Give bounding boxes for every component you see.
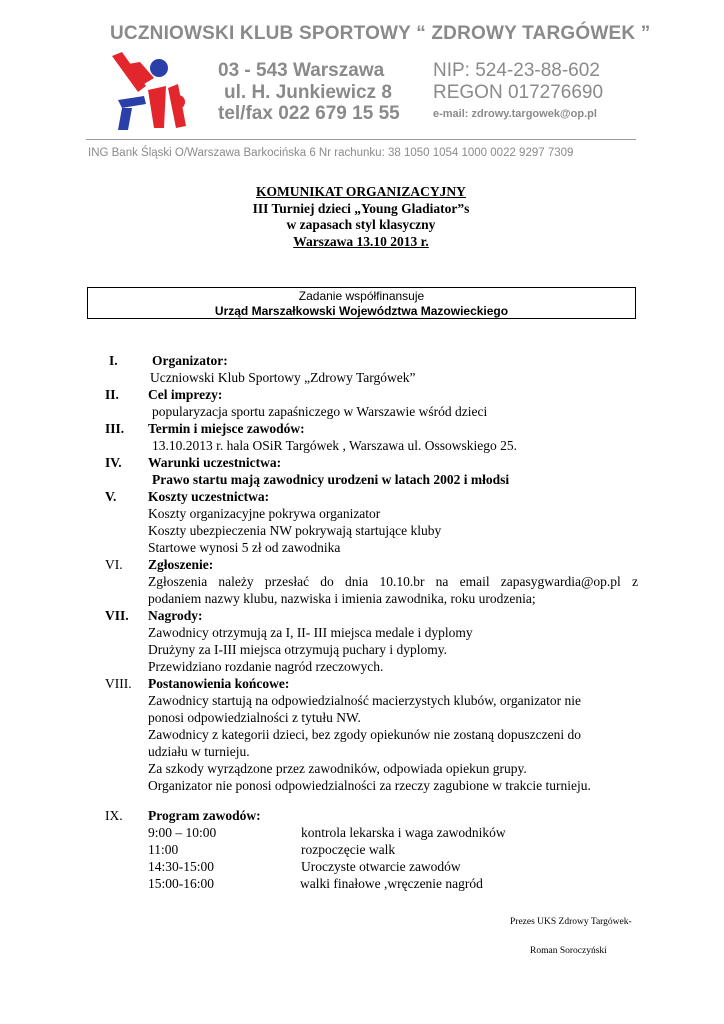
schedule-time: 11:00: [148, 842, 179, 857]
document-title: [140, 184, 582, 250]
cofinancing-line1: Zadanie współfinansuje: [298, 289, 425, 303]
title-line2: III Turniej dzieci „Young Gladiator”s: [252, 200, 470, 216]
section-text: ponosi odpowiedzialności z tytułu NW.: [148, 710, 361, 725]
letterhead-divider: [86, 139, 636, 140]
section-number: IX.: [105, 808, 123, 823]
logo-blue-head: [150, 59, 168, 77]
address-line3: tel/fax 022 679 15 55: [218, 103, 400, 124]
title-line3: w zapasach styl klasyczny: [286, 217, 436, 232]
section-text: Zawodnicy startują na odpowiedzialność macierzystych klubów, organizator nie: [148, 693, 581, 708]
logo-red-head: [171, 95, 185, 109]
address-line1: 03 - 543 Warszawa: [218, 60, 385, 81]
regon: REGON 017276690: [433, 82, 604, 103]
section-number: II.: [105, 387, 119, 402]
section-text: Zgłoszenia należy przesłać do dnia 10.10.br na email zapasygwardia@op.pl z: [148, 574, 638, 589]
schedule-activity: rozpoczęcie walk: [301, 842, 396, 857]
schedule-time: 9:00 – 10:00: [148, 825, 217, 840]
section-number: VIII.: [105, 676, 132, 691]
section-text: Zawodnicy z kategorii dzieci, bez zgody opiekunów nie zostaną dopuszczeni do: [148, 727, 581, 742]
section-number: V.: [105, 489, 117, 504]
section-heading: Postanowienia końcowe:: [148, 676, 290, 691]
section-heading: Koszty uczestnictwa:: [148, 489, 270, 504]
section-text: Organizator nie ponosi odpowiedzialności za rzeczy zagubione w trakcie turnieju.: [148, 778, 591, 793]
section-text: udziału w turnieju.: [148, 744, 250, 759]
section-heading: Organizator:: [152, 353, 228, 368]
section-text: Uczniowski Klub Sportowy „Zdrowy Targówek”: [150, 370, 416, 385]
schedule-activity: walki finałowe ,wręczenie nagród: [300, 876, 483, 891]
club-logo: [106, 48, 192, 132]
schedule-activity: Uroczyste otwarcie zawodów: [301, 859, 461, 874]
section-text: Drużyny za I-III miejsca otrzymują puchary i dyplomy.: [148, 642, 448, 657]
section-heading: Termin i miejsce zawodów:: [148, 421, 305, 436]
section-text: Startowe wynosi 5 zł od zawodnika: [148, 540, 341, 555]
section-text: Koszty organizacyjne pokrywa organizator: [148, 506, 381, 521]
section-text: Przewidziano rozdanie nagród rzeczowych.: [148, 659, 384, 674]
section-number: IV.: [105, 455, 122, 470]
address-line2: ul. H. Junkiewicz 8: [224, 82, 392, 103]
schedule-activity: kontrola lekarska i waga zawodników: [301, 825, 506, 840]
section-number: VI.: [105, 557, 123, 572]
section-text: popularyzacja sportu zapaśniczego w Warszawie wśród dzieci: [152, 404, 488, 419]
section-text: 13.10.2013 r. hala OSiR Targówek , Warszawa ul. Ossowskiego 25.: [152, 438, 518, 453]
schedule-time: 15:00-16:00: [148, 876, 214, 891]
signature-title: Prezes UKS Zdrowy Targówek-: [510, 917, 632, 927]
cofinancing-box: [87, 287, 636, 319]
club-name: UCZNIOWSKI KLUB SPORTOWY “ ZDROWY TARGÓWEK ”: [110, 23, 651, 44]
section-text: podaniem nazwy klubu, nazwiska i imienia zawodnika, roku urodzenia;: [148, 591, 536, 606]
section-text: Za szkody wyrządzone przez zawodników, odpowiada opiekun grupy.: [148, 761, 527, 776]
section-heading: Nagrody:: [148, 608, 203, 623]
logo-blue-limb-1: [118, 96, 146, 108]
section-text: Prawo startu mają zawodnicy urodzeni w latach 2002 i młodsi: [152, 472, 510, 487]
section-heading: Zgłoszenie:: [148, 557, 214, 572]
bank-info: ING Bank Śląski O/Warszawa Barkocińska 6 Nr rachunku: 38 1050 1054 1000 0022 9297 7309: [88, 147, 574, 159]
section-heading: Cel imprezy:: [148, 387, 223, 402]
nip: NIP: 524-23-88-602: [433, 60, 600, 81]
logo-blue-limb-2: [118, 108, 132, 130]
signature-name: Roman Soroczyński: [530, 946, 607, 956]
schedule-time: 14:30-15:00: [148, 859, 214, 874]
logo-red-body: [148, 86, 166, 128]
section-text: Zawodnicy otrzymują za I, II- III miejsca medale i dyplomy: [148, 625, 473, 640]
section-text: Koszty ubezpieczenia NW pokrywają startujące kluby: [148, 523, 442, 538]
section-number: III.: [105, 421, 125, 436]
section-number: I.: [109, 353, 118, 368]
email: e-mail: zdrowy.targowek@op.pl: [433, 108, 597, 120]
title-line1: KOMUNIKAT ORGANIZACYJNY: [256, 184, 466, 199]
cofinancing-line2: Urząd Marszałkowski Województwa Mazowieckiego: [214, 304, 509, 318]
section-number: VII.: [105, 608, 129, 623]
section-heading: Program zawodów:: [148, 808, 261, 823]
section-heading: Warunki uczestnictwa:: [148, 455, 282, 470]
title-line4: Warszawa 13.10 2013 r.: [293, 233, 429, 249]
